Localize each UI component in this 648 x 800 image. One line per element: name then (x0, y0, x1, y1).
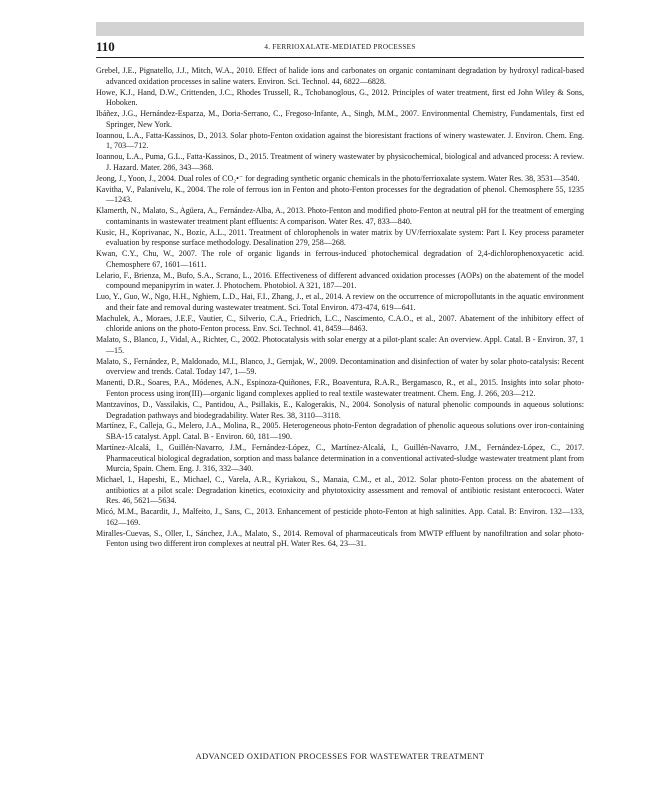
reference-entry (96, 443, 584, 475)
reference-authors: Martínez, F., Calleja, G., Melero, J.A., Molina, R., 2005. (96, 421, 281, 431)
reference-entry (96, 249, 584, 270)
reference-authors: Grebel, J.E., Pignatello, J.J., Mitch, W.A., 2010. (96, 66, 255, 75)
reference-authors: Kavitha, V., Palanivelu, K., 2004. (96, 184, 206, 194)
reference-entry (96, 421, 584, 442)
reference-entry (96, 271, 584, 292)
reference-authors: Kwan, C.Y., Chu, W., 2007. (96, 249, 197, 259)
reference-list (96, 66, 584, 550)
reference-body: The role of ferrous ion in Fenton and photo-Fenton processes for the degradation of phenol. Chemosphere 55, 1235—1243. (106, 184, 584, 205)
reference-authors: Ioannou, L.A., Fatta-Kassinos, D., 2013. (96, 130, 228, 140)
reference-authors: Howe, K.J., Hand, D.W., Crittenden, J.C., Rhodes Trussell, R., Tchobanoglous, G., 2012. (96, 87, 390, 97)
reference-entry (96, 109, 584, 130)
reference-entry (96, 174, 584, 185)
reference-entry (96, 529, 584, 550)
reference-body: Decontamination and disinfection of water by solar photo-catalysis: Recent overview and trends. Catal. Today 147, 1—59. (106, 356, 585, 377)
reference-body: Insights into solar photo-Fenton process using iron(III)—organic ligand complexes applied to real textile wastewater treatment. Chem. Eng. J. 266, 203—212. (106, 378, 585, 398)
reference-body: Dual roles of CO₂•⁻ for degrading synthetic organic chemicals in the photo/ferrioxalate system. Water Res. 38, 3531—3540. (178, 173, 580, 183)
reference-body: Treatment of chlorophenols in water matrix by UV/ferrioxalate system: Part I. Key process parameter evaluation by response surface methodology. Desalination 279, 258—268. (106, 227, 584, 248)
reference-body: Principles of water treatment, first ed John Wiley & Sons, Hoboken. (106, 87, 585, 108)
reference-entry (96, 400, 584, 421)
book-title-footer: ADVANCED OXIDATION PROCESSES FOR WASTEWATER TREATMENT (195, 752, 485, 761)
reference-entry (96, 185, 584, 206)
reference-body: Environmental Chemistry, Fundamentals, first ed Springer, New York. (106, 109, 584, 129)
reference-body: Solar photo-Fenton process on the abatement of antibiotics at a pilot scale: Degradation kinetics, ecotoxicity and phytotoxicity assessment and removal of antibiotic resistant enterococci. Water Res. 46, 5621—5634. (106, 475, 585, 506)
reference-authors: Michael, I., Hapeshi, E., Michael, C., Varela, A.R., Kyriakou, S., Manaia, C.M., et al., 2012. (96, 475, 417, 485)
reference-authors: Micó, M.M., Bacardit, J., Malfeito, J., Sans, C., 2013. (96, 507, 275, 517)
reference-body: Enhancement of pesticide photo-Fenton at high salinities. App. Catal. B: Environ. 132—133, 162—169. (106, 507, 584, 527)
reference-entry (96, 66, 584, 87)
reference-body: Effect of halide ions and carbonates on organic contaminant degradation by hydroxyl radical-based advanced oxidation processes in saline waters. Environ. Sci. Technol. 44, 6822—6828. (106, 66, 584, 86)
reference-entry (96, 152, 584, 173)
page-number: 110 (96, 39, 115, 54)
reference-body: Photo-Fenton and modified photo-Fenton at neutral pH for the treatment of emerging contaminants in wastewater treatment plant effluents: A comparison. Water Res. 47, 833—840. (106, 206, 584, 226)
reference-body: A review on the occurrence of micropollutants in the aquatic environment and their fate and removal during wastewater treatment. Sci. Total Environ. 473-474, 619—641. (106, 292, 584, 312)
reference-authors: Ioannou, L.A., Puma, G.L., Fatta-Kassinos, D., 2015. (96, 152, 269, 162)
reference-authors: Martínez-Alcalá, I., Guillén-Navarro, J.M., Fernández-López, C., Martínez-Alcalá, I., Guillén-Navarro, J.M., Fernández-López, C., 2017. (96, 442, 584, 452)
reference-body: Removal of pharmaceuticals from MWTP effluent by nanofiltration and solar photo-Fenton using two different iron complexes at neutral pH. Water Res. 64, 23—31. (106, 528, 584, 549)
reference-authors: Manenti, D.R., Soares, P.A., Módenes, A.N., Espinoza-Quiñones, F.R., Boaventura, R.A.R., Bergamasco, R., et al., 2015. (96, 378, 499, 388)
reference-entry (96, 357, 584, 378)
reference-authors: Luo, Y., Guo, W., Ngo, H.H., Nghiem, L.D., Hai, F.I., Zhang, J., et al., 2014. (96, 292, 344, 302)
reference-authors: Miralles-Cuevas, S., Oller, I., Sánchez, J.A., Malato, S., 2014. (96, 528, 302, 538)
header-divider (96, 57, 584, 58)
reference-authors: Malato, S., Fernández, P., Maldonado, M.I., Blanco, J., Gernjak, W., 2009. (96, 356, 338, 366)
reference-body: Photocatalysis with solar energy at a pilot-plant scale: An overview. Appl. Catal. B - Environ. 37, 1—15. (106, 335, 584, 355)
reference-body: Effectiveness of different advanced oxidation processes (AOPs) on the abatement of the model compound mepanipyrim in water. J. Photochem. Photobiol. A 321, 187—201. (106, 270, 585, 291)
reference-body: Pharmaceutical biological degradation, sorption and mass balance determination in a conventional activated-sludge wastewater treatment plant from Murcia, Spain. Chem. Eng. J. 316, 332—340. (106, 453, 584, 474)
reference-authors: Mantzavinos, D., Vassilakis, C., Pantidou, A., Psillakis, E., Kalogerakis, N., 2004. (96, 399, 371, 409)
reference-body: Treatment of winery wastewater by physicochemical, biological and advanced process: A review. J. Hazard. Mater. 286, 343—368. (106, 152, 584, 172)
reference-entry (96, 228, 584, 249)
reference-authors: Lelario, F., Brienza, M., Bufo, S.A., Scrano, L., 2016. (96, 270, 273, 280)
reference-body: The role of organic ligands in ferrous-induced photochemical degradation of 2,4-dichlorophenoxyacetic acid. Chemosphere 67, 1601—1611. (106, 249, 584, 269)
reference-entry (96, 378, 584, 399)
reference-entry (96, 507, 584, 528)
reference-authors: Jeong, J., Yoon, J., 2004. (96, 173, 177, 183)
running-head: 4. FERRIOXALATE-MEDIATED PROCESSES (264, 43, 416, 51)
reference-entry (96, 131, 584, 152)
reference-body: Solar photo-Fenton oxidation against the bioresistant fractions of winery wastewater. J. Environ. Chem. Eng. 1, 703—712. (106, 130, 584, 151)
reference-entry (96, 206, 584, 227)
reference-entry (96, 88, 584, 109)
reference-entry (96, 292, 584, 313)
reference-authors: Klamerth, N., Malato, S., Agüera, A., Fernández-Alba, A., 2013. (96, 206, 306, 216)
reference-entry (96, 314, 584, 335)
reference-body: Heterogeneous photo-Fenton degradation of phenolic aqueous solutions over iron-containing SBA-15 catalyst. Appl. Catal. B - Environ. 60, 181—190. (106, 421, 585, 442)
reference-entry (96, 475, 584, 507)
reference-body: Sonolysis of natural phenolic compounds in aqueous solutions: Degradation pathways and biodegradability. Water Res. 38, 3110—3118. (106, 399, 585, 420)
reference-body: Abatement of the inhibitory effect of chloride anions on the photo-Fenton process. Env. Sci. Technol. 41, 8459—8463. (106, 313, 584, 334)
reference-authors: Ibáñez, J.G., Hernández-Esparza, M., Doria-Serrano, C., Fregoso-Infante, A., Singh, M.M., 2007. (96, 109, 419, 119)
reference-entry (96, 335, 584, 356)
header-bar (96, 22, 584, 36)
reference-authors: Malato, S., Blanco, J., Vidal, A., Richter, C., 2002. (96, 335, 261, 345)
reference-authors: Machulek, A., Moraes, J.E.F., Vautier, C., Silverio, C.A., Friedrich, L.C., Nascimento, C.A.O., et al., 2007. (96, 313, 457, 323)
reference-authors: Kusic, H., Koprivanac, N., Bozic, A.L., 2011. (96, 227, 247, 237)
